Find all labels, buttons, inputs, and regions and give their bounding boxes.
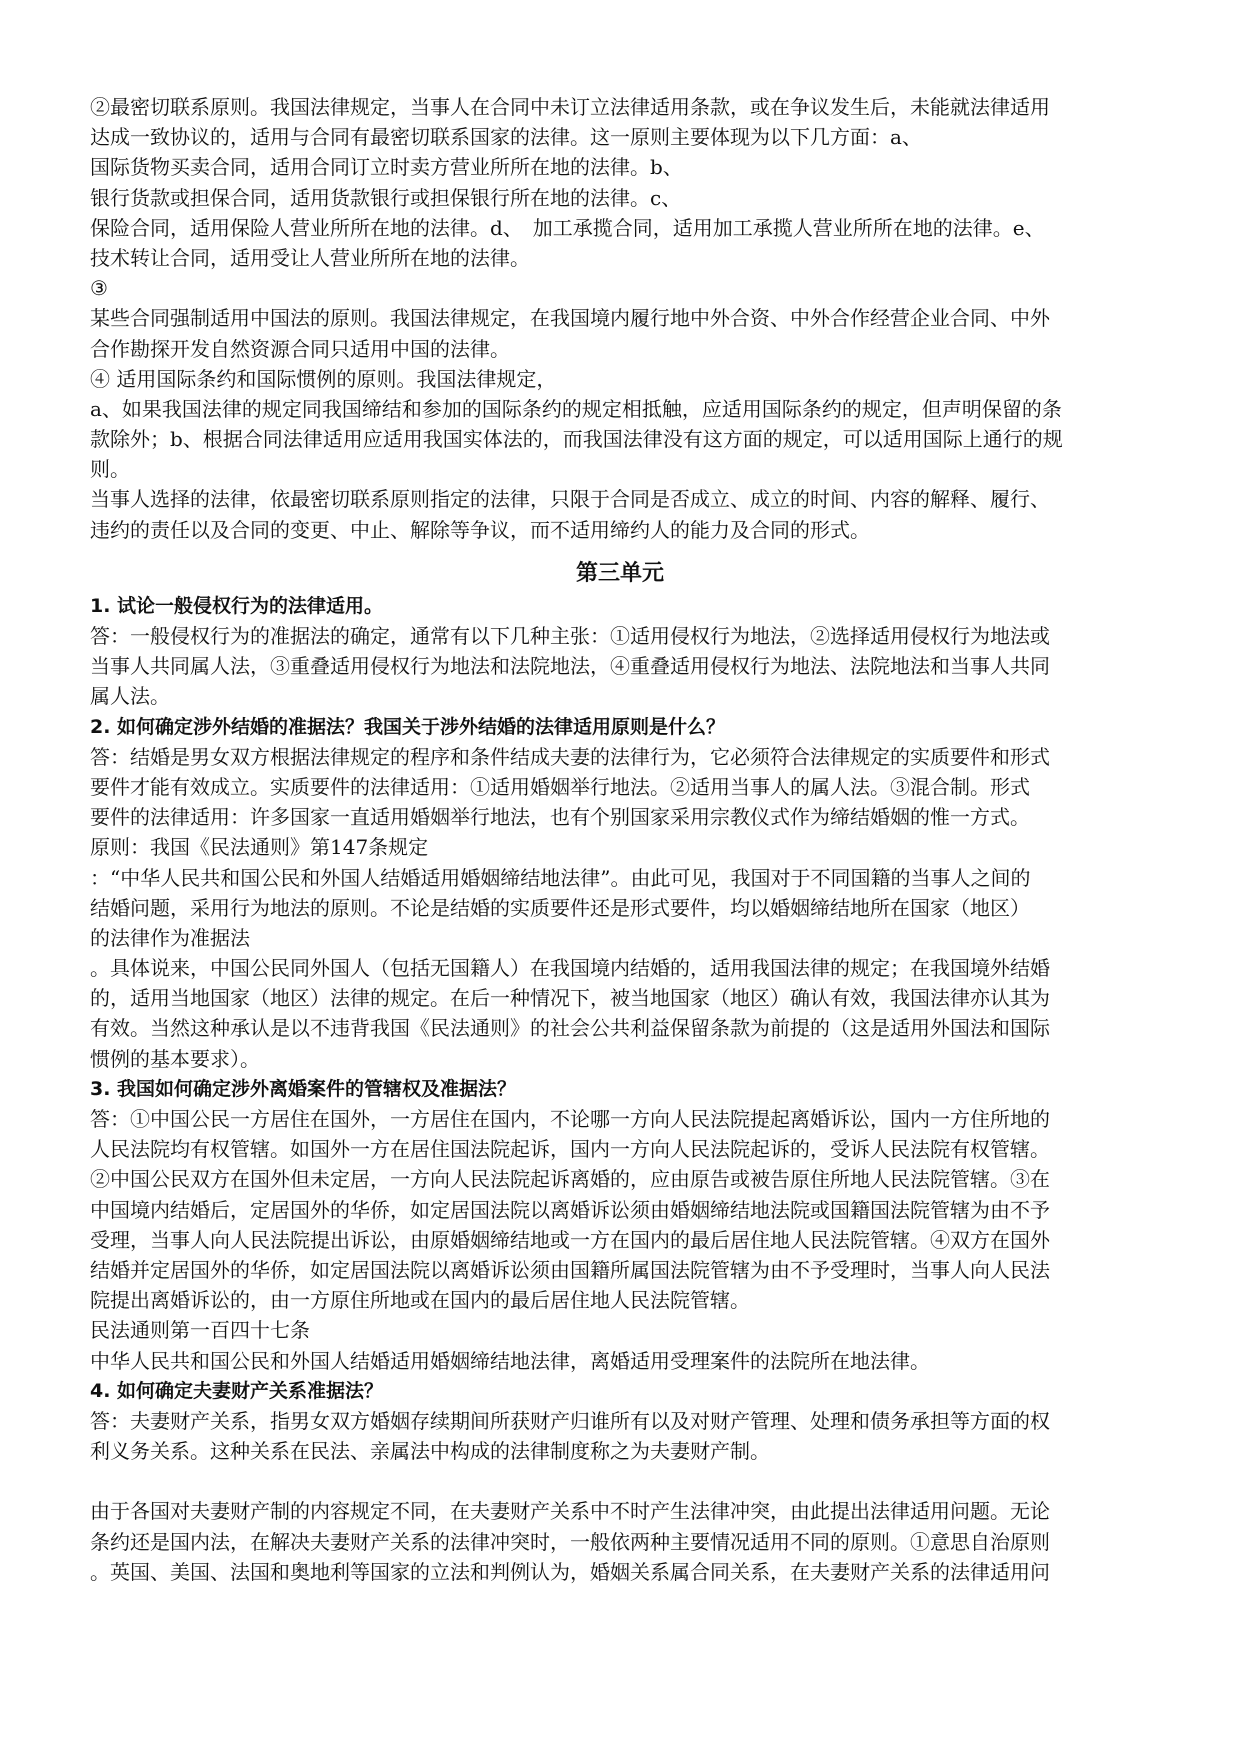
answer-line: 。具体说来，中国公民同外国人（包括无国籍人）在我国境内结婚的，适用我国法律的规定；在我国境外结婚 bbox=[90, 956, 1050, 981]
text-line: ②最密切联系原则。我国法律规定，当事人在合同中未订立法律适用条款，或在争议发生后，未能就法律适用 bbox=[90, 95, 1050, 119]
text-line: 合作勘探开发自然资源合同只适用中国的法律。 bbox=[90, 336, 510, 361]
answer-line: 属人法。 bbox=[90, 684, 170, 709]
blank-line bbox=[90, 1466, 1150, 1496]
question-title: 4. 如何确定夫妻财产关系准据法？ bbox=[90, 1379, 384, 1402]
answer-line: 中华人民共和国公民和外国人结婚适用婚姻缔结地法律，离婚适用受理案件的法院所在地法律。 bbox=[90, 1348, 930, 1373]
text-line: 保险合同，适用保险人营业所所在地的法律。d、 加工承揽合同，适用加工承揽人营业所所在地的法律。e、 bbox=[90, 215, 1045, 240]
question-4-section bbox=[90, 1376, 1150, 1587]
text-line: 当事人选择的法律，依最密切联系原则指定的法律，只限于合同是否成立、成立的时间、内容的解释、履行、 bbox=[90, 487, 1050, 512]
text-line: 银行货款或担保合同，适用货款银行或担保银行所在地的法律。c、 bbox=[90, 185, 682, 210]
question-3-section bbox=[90, 1074, 1150, 1376]
text-line: 国际货物买卖合同，适用合同订立时卖方营业所所在地的法律。b、 bbox=[90, 155, 683, 180]
answer-line: 的法律作为准据法 bbox=[90, 925, 250, 950]
answer-line: 院提出离婚诉讼的，由一方原住所地或在国内的最后居住地人民法院管辖。 bbox=[90, 1288, 750, 1313]
text-line: 则。 bbox=[90, 457, 130, 482]
text-line: 达成一致协议的，适用与合同有最密切联系国家的法律。这一原则主要体现为以下几方面：a、 bbox=[90, 125, 922, 150]
question-title: 2. 如何确定涉外结婚的准据法？我国关于涉外结婚的法律适用原则是什么？ bbox=[90, 715, 726, 738]
text-line: 款除外；b、根据合同法律适用应适用我国实体法的，而我国法律没有这方面的规定，可以适用国际上通行的规 bbox=[90, 427, 1063, 452]
answer-line: ②中国公民双方在国外但未定居，一方向人民法院起诉离婚的，应由原告或被告原住所地人民法院管辖。③在 bbox=[90, 1167, 1050, 1192]
answer-line: 原则：我国《民法通则》第147条规定 bbox=[90, 835, 429, 860]
question-2-section bbox=[90, 712, 1150, 1074]
text-line: 技术转让合同，适用受让人营业所所在地的法律。 bbox=[90, 245, 530, 270]
answer-line: 惯例的基本要求）。 bbox=[90, 1046, 260, 1071]
answer-line: 答：结婚是男女双方根据法律规定的程序和条件结成夫妻的法律行为，它必须符合法律规定的实质要件和形式 bbox=[90, 744, 1050, 769]
answer-line: 条约还是国内法，在解决夫妻财产关系的法律冲突时，一般依两种主要情况适用不同的原则。①意思自治原则 bbox=[90, 1529, 1050, 1554]
text-line: a、如果我国法律的规定同我国缔结和参加的国际条约的规定相抵触，应适用国际条约的规定，但声明保留的条 bbox=[90, 396, 1062, 421]
answer-line: 要件才能有效成立。实质要件的法律适用：①适用婚姻举行地法。②适用当事人的属人法。③混合制。形式 bbox=[90, 774, 1030, 799]
text-line: ③ bbox=[90, 276, 108, 301]
text-line: ④ 适用国际条约和国际惯例的原则。我国法律规定， bbox=[90, 366, 557, 391]
answer-line: 有效。当然这种承认是以不违背我国《民法通则》的社会公共利益保留条款为前提的（这是适用外国法和国际 bbox=[90, 1016, 1050, 1041]
question-title: 3. 我国如何确定涉外离婚案件的管辖权及准据法？ bbox=[90, 1077, 517, 1100]
answer-line: 受理，当事人向人民法院提出诉讼，由原婚姻缔结地或一方在国内的最后居住地人民法院管辖。④双方在国外 bbox=[90, 1227, 1050, 1252]
text-line: 违约的责任以及合同的变更、中止、解除等争议，而不适用缔约人的能力及合同的形式。 bbox=[90, 517, 870, 542]
answer-line: 的，适用当地国家（地区）法律的规定。在后一种情况下，被当地国家（地区）确认有效，我国法律亦认其为 bbox=[90, 986, 1050, 1011]
answer-line: 答：①中国公民一方居住在国外，一方居住在国内，不论哪一方向人民法院提起离婚诉讼，国内一方住所地的 bbox=[90, 1107, 1050, 1131]
answer-line: ：“中华人民共和国公民和外国人结婚适用婚姻缔结地法律”。由此可见，我国对于不同国籍的当事人之间的 bbox=[90, 865, 1031, 890]
question-title: 1. 试论一般侵权行为的法律适用。 bbox=[90, 594, 384, 617]
answer-line: 答：夫妻财产关系，指男女双方婚姻存续期间所获财产归谁所有以及对财产管理、处理和债务承担等方面的权 bbox=[90, 1408, 1050, 1433]
answer-line: 结婚并定居国外的华侨，如定居国法院以离婚诉讼须由国籍所属国法院管辖为由不予受理时，当事人向人民法 bbox=[90, 1257, 1050, 1282]
answer-line: 要件的法律适用：许多国家一直适用婚姻举行地法，也有个别国家采用宗教仪式作为缔结婚姻的惟一方式。 bbox=[90, 805, 1030, 830]
answer-line: 中国境内结婚后，定居国外的华侨，如定居国法院以离婚诉讼须由婚姻缔结地法院或国籍国法院管辖为由不予 bbox=[90, 1197, 1050, 1222]
text-line: 某些合同强制适用中国法的原则。我国法律规定，在我国境内履行地中外合资、中外合作经营企业合同、中外 bbox=[90, 306, 1050, 331]
unit-heading: 第三单元 bbox=[575, 560, 664, 586]
answer-line: 当事人共同属人法，③重叠适用侵权行为地法和法院地法，④重叠适用侵权行为地法、法院地法和当事人共同 bbox=[90, 654, 1050, 679]
answer-line: 利义务关系。这种关系在民法、亲属法中构成的法律制度称之为夫妻财产制。 bbox=[90, 1439, 770, 1464]
answer-line: 民法通则第一百四十七条 bbox=[90, 1318, 310, 1343]
answer-line: 结婚问题，采用行为地法的原则。不论是结婚的实质要件还是形式要件，均以婚姻缔结地所在国家（地区） bbox=[90, 895, 1030, 920]
question-1-section bbox=[90, 591, 1150, 712]
answer-line: 人民法院均有权管辖。如国外一方在居住国法院起诉，国内一方向人民法院起诉的，受诉人民法院有权管辖。 bbox=[90, 1137, 1050, 1162]
answer-line: 答：一般侵权行为的准据法的确定，通常有以下几种主张：①适用侵权行为地法，②选择适用侵权行为地法或 bbox=[90, 624, 1050, 648]
document-page bbox=[90, 92, 1150, 1587]
answer-line: 由于各国对夫妻财产制的内容规定不同，在夫妻财产关系中不时产生法律冲突，由此提出法律适用问题。无论 bbox=[90, 1499, 1050, 1524]
answer-line: 。英国、美国、法国和奥地利等国家的立法和判例认为，婚姻关系属合同关系，在夫妻财产关系的法律适用问 bbox=[90, 1559, 1050, 1584]
contract-law-section bbox=[90, 92, 1150, 545]
